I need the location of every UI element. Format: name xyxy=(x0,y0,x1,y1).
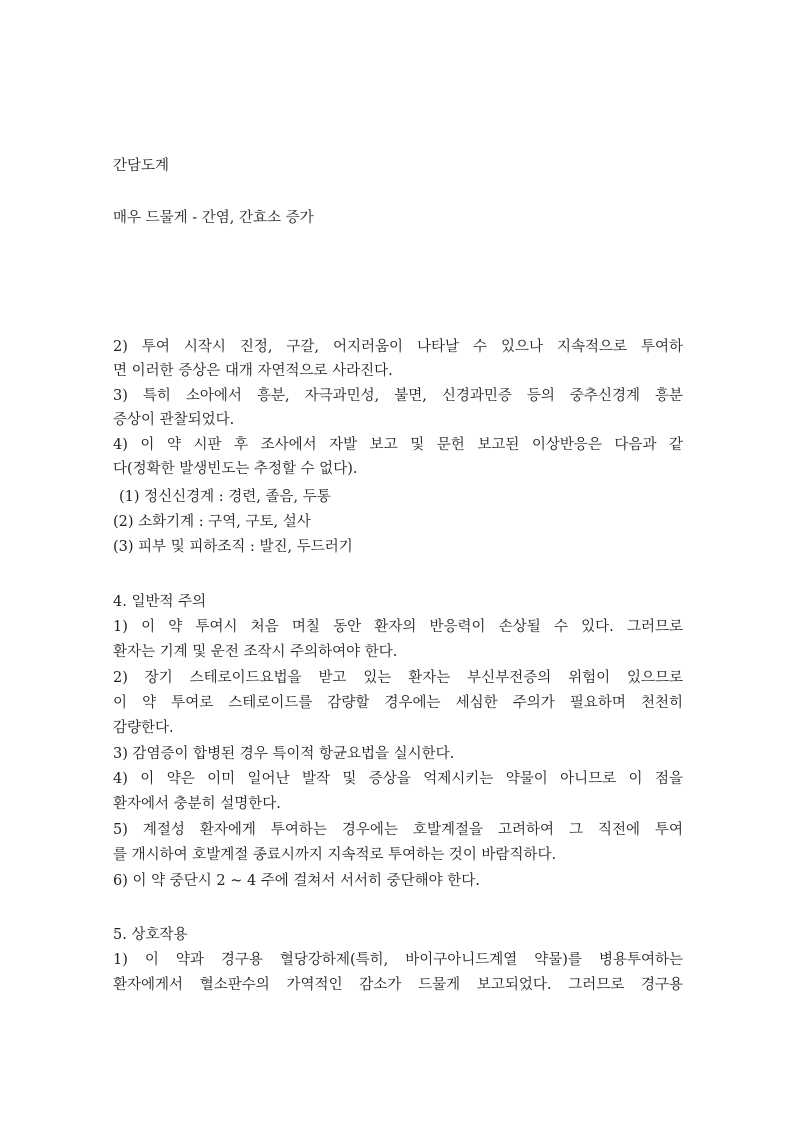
paragraph-line: 6) 이 약 중단시 2 ~ 4 주에 걸쳐서 서서히 중단해야 한다. xyxy=(113,873,480,889)
sublist-item: (2) 소화기계 : 구역, 구토, 설사 xyxy=(113,514,311,530)
paragraph-line: 증상이 관찰되었다. xyxy=(113,412,235,428)
paragraph-line: 다(정확한 발생빈도는 추정할 수 없다). xyxy=(113,461,358,477)
paragraph-line: 를 개시하여 호발계절 종료시까지 지속적로 투여하는 것이 바람직하다. xyxy=(113,847,557,863)
paragraph-line: 환자에서 충분히 설명한다. xyxy=(113,796,281,812)
sublist-item: (1) 정신신경계 : 경련, 졸음, 두통 xyxy=(119,489,331,505)
paragraph-line: 면 이러한 증상은 대개 자연적으로 사라진다. xyxy=(113,363,393,379)
sublist-item: (3) 피부 및 피하조직 : 발진, 두드러기 xyxy=(113,539,353,555)
paragraph-line: 4) 이 약은 이미 일어난 발작 및 증상을 억제시키는 약물이 아니므로 이 점을 xyxy=(113,771,683,787)
paragraph-line: 3) 감염증이 합병된 경우 특이적 항균요법을 실시한다. xyxy=(113,746,455,762)
hepatobiliary-rare-effects: 매우 드물게 - 간염, 간효소 증가 xyxy=(113,210,314,226)
paragraph-line: 감량한다. xyxy=(113,720,174,736)
paragraph-line: 4) 이 약 시판 후 조사에서 자발 보고 및 문헌 보고된 이상반응은 다음과 같 xyxy=(113,437,683,453)
paragraph-line: 환자에게서 혈소판수의 가역적인 감소가 드물게 보고되었다. 그러므로 경구용 xyxy=(113,977,683,993)
section-heading-general-precautions: 4. 일반적 주의 xyxy=(113,594,207,610)
section-heading-hepatobiliary: 간담도계 xyxy=(113,158,170,174)
paragraph-line: 2) 투여 시작시 진정, 구갈, 어지러움이 나타날 수 있으나 지속적으로 투여하 xyxy=(113,339,683,355)
paragraph-line: 1) 이 약 투여시 처음 며칠 동안 환자의 반응력이 손상될 수 있다. 그러므로 xyxy=(113,619,683,635)
section-heading-interactions: 5. 상호작용 xyxy=(113,927,188,943)
paragraph-line: 환자는 기계 및 운전 조작시 주의하여야 한다. xyxy=(113,644,398,660)
paragraph-line: 5) 계절성 환자에게 투여하는 경우에는 호발계절을 고려하여 그 직전에 투여 xyxy=(113,822,683,838)
paragraph-line: 이 약 투여로 스테로이드를 감량할 경우에는 세심한 주의가 필요하며 천천히 xyxy=(113,695,683,711)
paragraph-line: 2) 장기 스테로이드요법을 받고 있는 환자는 부신부전증의 위험이 있으므로 xyxy=(113,670,683,686)
paragraph-line: 3) 특히 소아에서 흥분, 자극과민성, 불면, 신경과민증 등의 중추신경계 흥분 xyxy=(113,388,683,404)
paragraph-line: 1) 이 약과 경구용 혈당강하제(특히, 바이구아니드계열 약물)를 병용투여하는 xyxy=(113,952,683,968)
